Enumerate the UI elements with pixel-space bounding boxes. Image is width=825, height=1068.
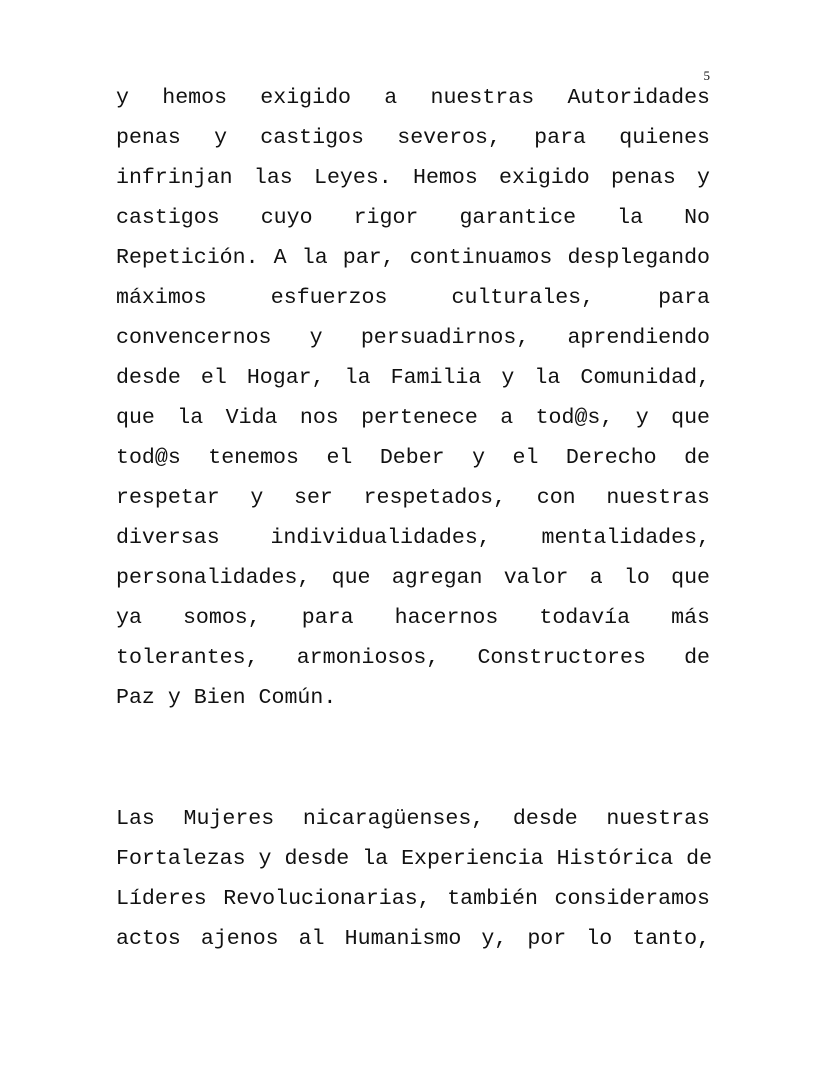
- text-line: tod@s tenemos el Deber y el Derecho de: [116, 446, 710, 470]
- text-line: y hemos exigido a nuestras Autoridades: [116, 86, 710, 110]
- text-line: desde el Hogar, la Familia y la Comunidad,: [116, 366, 710, 390]
- text-line: penas y castigos severos, para quienes: [116, 126, 710, 150]
- text-line: ya somos, para hacernos todavía más: [116, 606, 710, 630]
- text-line: diversas individualidades, mentalidades,: [116, 526, 710, 550]
- text-line: Paz y Bien Común.: [116, 686, 337, 710]
- page-number: 5: [703, 68, 710, 83]
- text-line: Líderes Revolucionarias, también consideramos: [116, 887, 710, 911]
- text-line: que la Vida nos pertenece a tod@s, y que: [116, 406, 710, 430]
- text-line: personalidades, que agregan valor a lo que: [116, 566, 710, 590]
- text-line: actos ajenos al Humanismo y, por lo tanto,: [116, 927, 710, 951]
- text-line: castigos cuyo rigor garantice la No: [116, 206, 710, 230]
- text-line: infrinjan las Leyes. Hemos exigido penas y: [116, 166, 710, 190]
- text-line: convencernos y persuadirnos, aprendiendo: [116, 326, 710, 350]
- text-line: Fortalezas y desde la Experiencia Histórica de: [116, 847, 713, 871]
- text-line: respetar y ser respetados, con nuestras: [116, 486, 710, 510]
- text-line: máximos esfuerzos culturales, para: [116, 286, 710, 310]
- text-line: Repetición. A la par, continuamos desplegando: [116, 246, 710, 270]
- text-line: Las Mujeres nicaragüenses, desde nuestras: [116, 807, 710, 831]
- text-line: tolerantes, armoniosos, Constructores de: [116, 646, 710, 670]
